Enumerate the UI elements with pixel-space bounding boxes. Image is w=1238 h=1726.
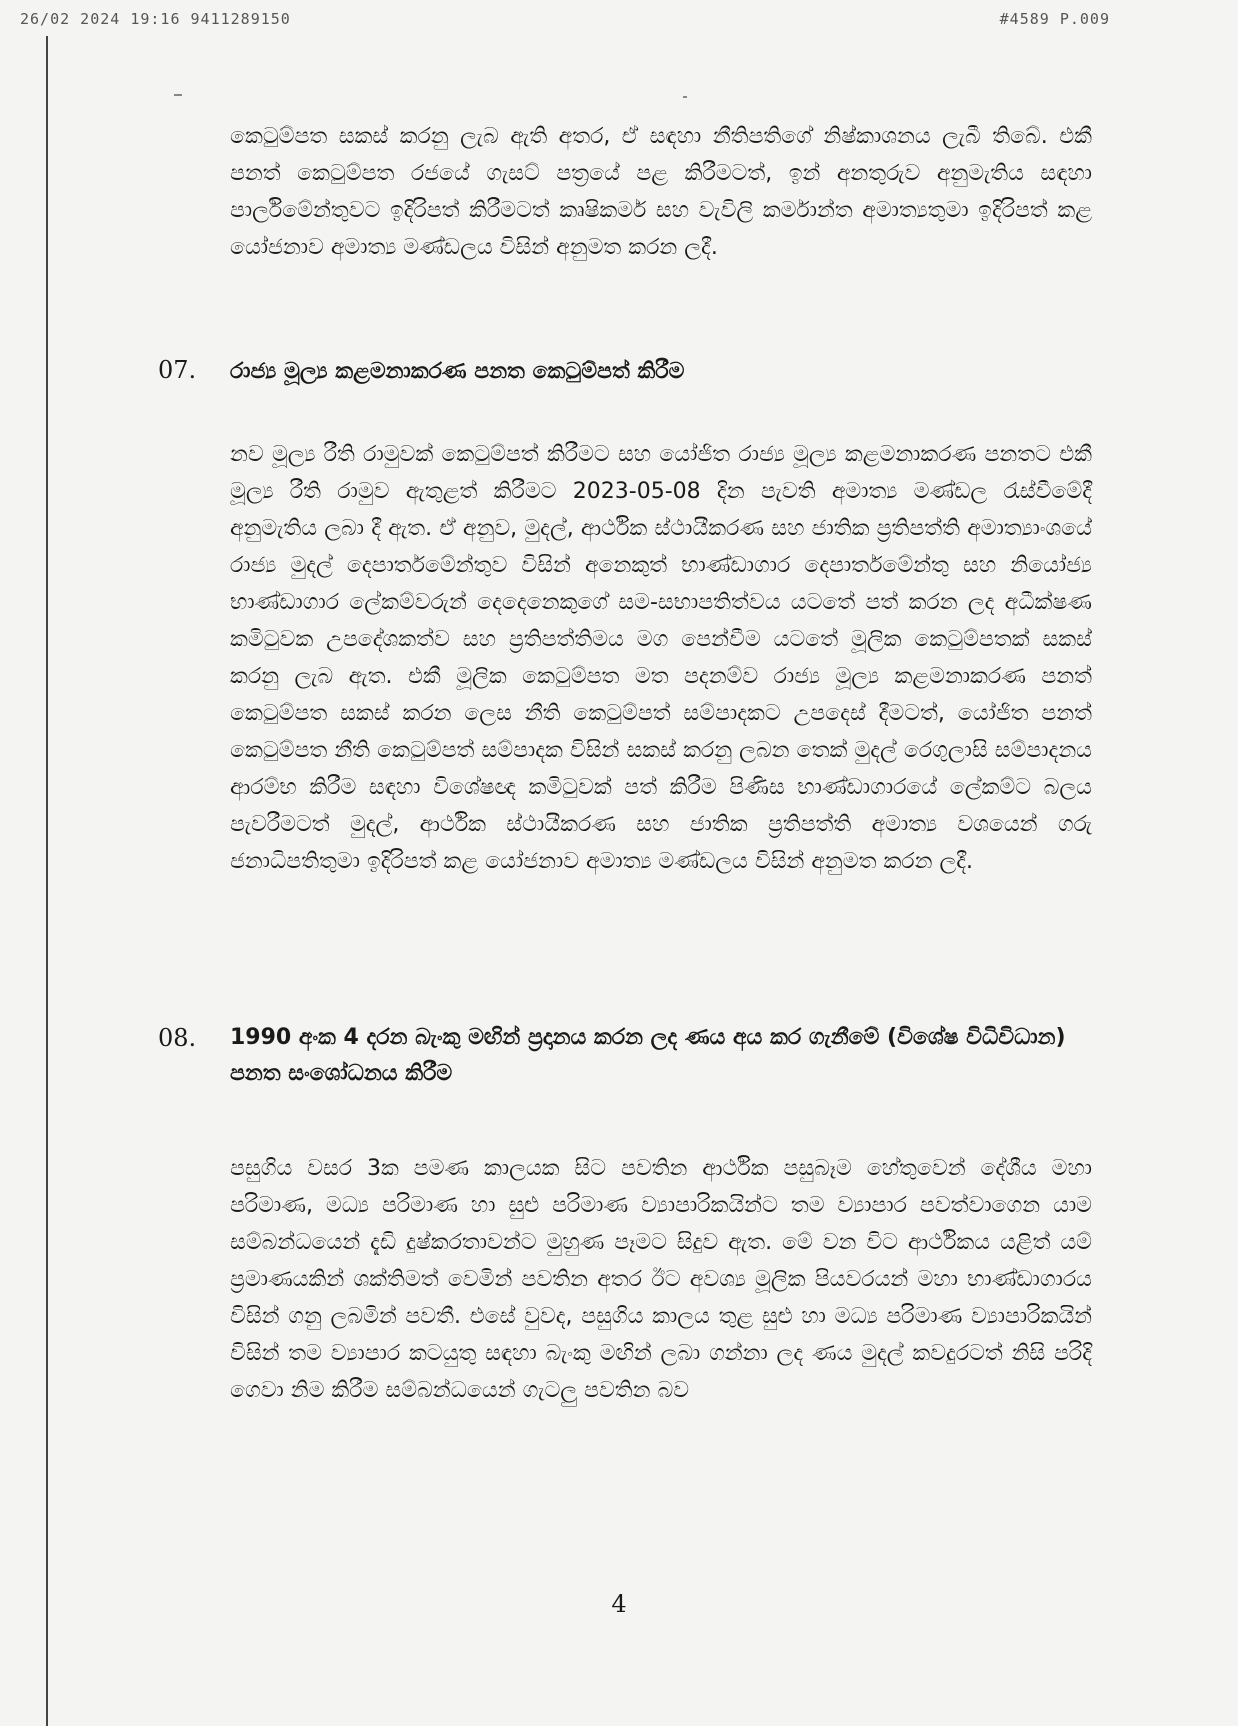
fax-header-page-ref: #4589 P.009 <box>999 10 1110 28</box>
section-body: නව මූල්‍ය රීති රාමුවක් කෙටුම්පත් කිරීමට සහ යෝජිත රාජ්‍ය මූල්‍ය කළමනාකරණ පනතට එකී මූල්‍ය රීති රාමුව ඇතුළත් කිරීමට 2023-05-08 දින පැවති අමාත්‍ය මණ්ඩල රැස්වීමේදී අනුමැතිය ලබා දී ඇත. ඒ අනුව, මුදල්, ආර්ථික ස්ථායීකරණ සහ ජාතික ප්‍රතිපත්ති අමාත්‍යාංශයේ රාජ්‍ය මුදල් දෙපාර්තමේන්තුව විසින් අනෙකුත් භාණ්ඩාගාර දෙපාර්තමේන්තු සහ නියෝජ්‍ය භාණ්ඩාගාර ලේකම්වරුන් දෙදෙනෙකුගේ සම-සභාපතිත්වය යටතේ පත් කරන ලද අධීක්ෂණ කමිටුවක උපදේශකත්ව සහ ප්‍රතිපත්තිමය මග පෙන්වීම යටතේ මූලික කෙටුම්පතක් සකස් කරනු ලැබ ඇත. එකී මූලික කෙටුම්පත මත පදනම්ව රාජ්‍ය මූල්‍ය කළමනාකරණ පනත් කෙටුම්පත සකස් කරන ලෙස නීති කෙටුම්පත් සම්පාදකට උපදෙස් දීමටත්, යෝජිත පනත් කෙටුම්පත නීති කෙටුම්පත් සම්පාදක විසින් සකස් කරනු ලබන තෙක් මුදල් රෙගුලාසි සම්පාදනය ආරම්භ කිරීම සඳහා විශේෂඥ කමිටුවක් පත් කිරීම පිණිස භාණ්ඩාගාරයේ ලේකම්ට බලය පැවරීමටත් මුදල්, ආර්ථික ස්ථායීකරණ සහ ජාතික ප්‍රතිපත්ති අමාත්‍ය වශයෙන් ගරු ජනාධිපතිතුමා ඉදිරිපත් කළ යෝජනාව අමාත්‍ය මණ්ඩලය විසින් අනුමත කරන ලදී. <box>230 442 1092 874</box>
scan-speck <box>683 96 687 98</box>
intro-paragraph: කෙටුම්පත සකස් කරනු ලැබ ඇති අතර, ඒ සඳහා නීතිපතිගේ නිෂ්කාශනය ලැබී තිබේ. එකී පනත් කෙටුම්පත රජයේ ගැසට් පත්‍රයේ පළ කිරීමටත්, ඉන් අනතුරුව අනුමැතිය සඳහා පාර්ලිමේන්තුවට ඉදිරිපත් කිරීමටත් කෘෂිකර්ම සහ වැවිලි කර්මාන්ත අමාත්‍යතුමා ඉදිරිපත් කළ යෝජනාව අමාත්‍ය මණ්ඩලය විසින් අනුමත කරන ලදී. <box>230 124 1092 260</box>
scan-speck <box>174 94 182 96</box>
section-title: රාජ්‍ය මූල්‍ය කළමනාකරණ පනත කෙටුම්පත් කිරීම <box>230 359 685 384</box>
section-body: පසුගිය වසර 3ක පමණ කාලයක සිට පවතින ආර්ථික පසුබෑම හේතුවෙන් දේශීය මහා පරිමාණ, මධ්‍ය පරිමාණ හා සුළු පරිමාණ ව්‍යාපාරිකයින්ට තම ව්‍යාපාර පවත්වාගෙන යාම සම්බන්ධයෙන් දැඩි දුෂ්කරතාවන්ට මුහුණ පෑමට සිදුව ඇත. මේ වන විට ආර්ථිකය යළිත් යම් ප්‍රමාණයකින් ශක්තිමත් වෙමින් පවතින අතර ඊට අවශ්‍ය මූලික පියවරයන් මහා භාණ්ඩාගාරය විසින් ගනු ලබමින් පවතී. එසේ වුවද, පසුගිය කාලය තුළ සුළු හා මධ්‍ය පරිමාණ ව්‍යාපාරිකයින් විසින් තම ව්‍යාපාර කටයුතු සඳහා බැංකු මඟින් ලබා ගන්නා ලද ණය මුදල් කවදුරටත් නිසි පරිදි ගෙවා නිම කිරීම සම්බන්ධයෙන් ගැටලු පවතින බව <box>230 1156 1092 1403</box>
page-number: 4 <box>611 1590 627 1618</box>
section-number: 08. <box>158 1024 197 1052</box>
scan-margin-line <box>46 36 48 1726</box>
section-number: 07. <box>158 356 197 384</box>
section-title: 1990 අංක 4 දරන බැංකු මඟින් ප්‍රදානය කරන ලද ණය අය කර ගැනීමේ (විශේෂ විධිවිධාන) පනත සංශෝධනය කිරීම <box>230 1025 1066 1086</box>
fax-header-timestamp: 26/02 2024 19:16 9411289150 <box>20 10 291 28</box>
fax-header <box>0 10 1238 34</box>
